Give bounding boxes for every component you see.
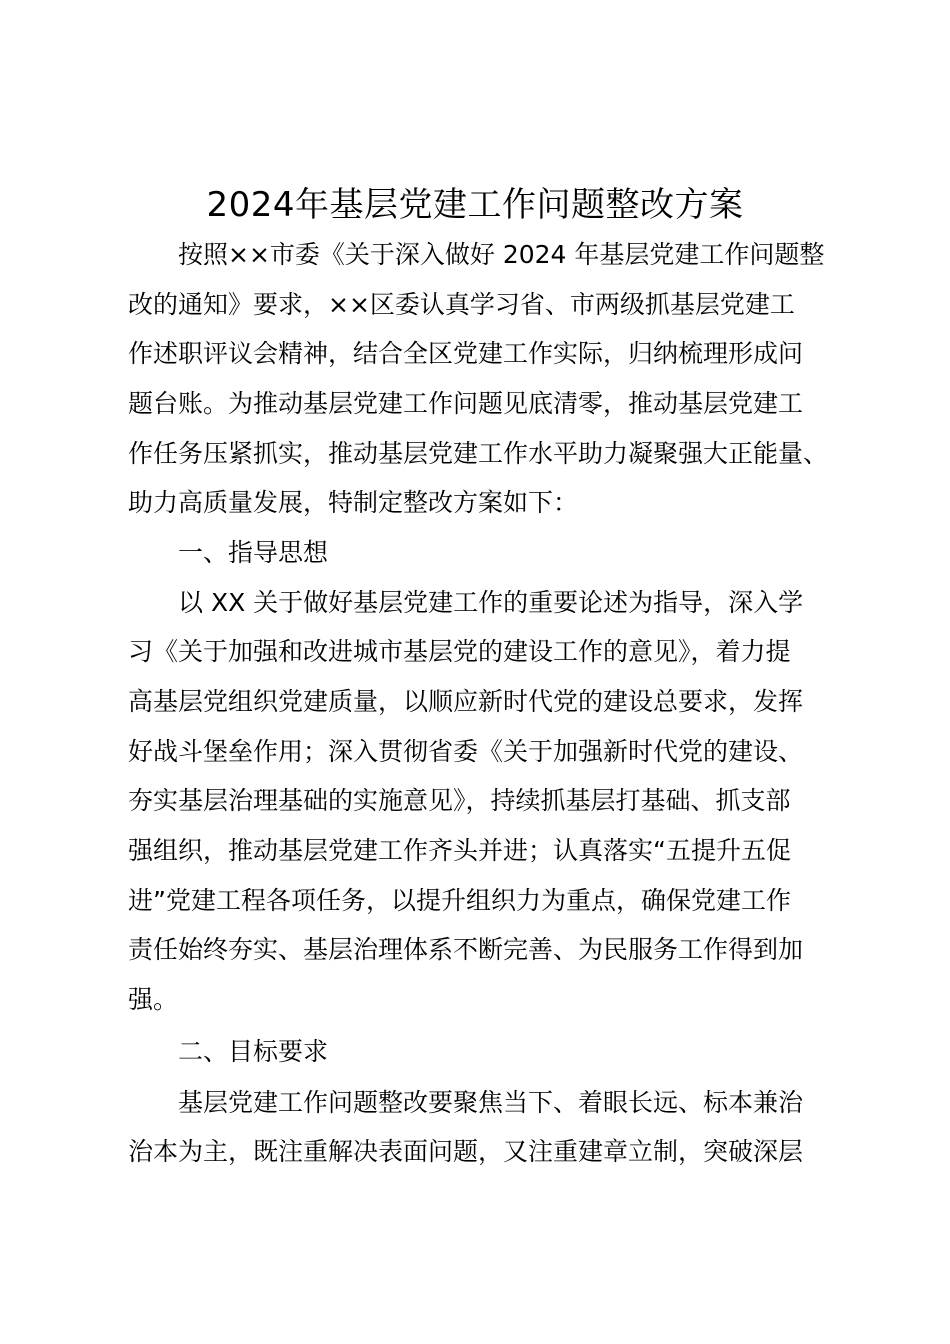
document-title: 2024年基层党建工作问题整改方案 (206, 185, 744, 225)
paragraph-line: 强组织，推动基层党建工作齐头并进；认真落实“五提升五促 (128, 836, 791, 865)
paragraph-line: 责任始终夯实、基层治理体系不断完善、为民服务工作得到加 (128, 935, 804, 964)
section-heading: 二、目标要求 (178, 1037, 329, 1066)
paragraph-line: 强。 (128, 985, 179, 1014)
section-heading: 一、指导思想 (178, 538, 329, 567)
paragraph-line: 作述职评议会精神，结合全区党建工作实际，归纳梳理形成问 (128, 339, 804, 368)
paragraph-line: 题台账。为推动基层党建工作问题见底清零，推动基层党建工 (128, 389, 804, 418)
paragraph-line: 以 XX 关于做好基层党建工作的重要论述为指导，深入学 (178, 588, 804, 617)
paragraph-line: 基层党建工作问题整改要聚焦当下、着眼长远、标本兼治 (178, 1088, 804, 1117)
paragraph-line: 按照××市委《关于深入做好 2024 年基层党建工作问题整 (178, 240, 825, 269)
paragraph-line: 治本为主，既注重解决表面问题，又注重建章立制，突破深层 (128, 1137, 804, 1166)
paragraph-line: 夯实基层治理基础的实施意见》，持续抓基层打基础、抓支部 (128, 786, 791, 815)
paragraph-line: 好战斗堡垒作用；深入贯彻省委《关于加强新时代党的建设、 (128, 737, 804, 766)
paragraph-line: 进”党建工程各项任务，以提升组织力为重点，确保党建工作 (128, 886, 791, 915)
paragraph-line: 改的通知》要求，××区委认真学习省、市两级抓基层党建工 (128, 290, 795, 319)
paragraph-line: 习《关于加强和改进城市基层党的建设工作的意见》，着力提 (128, 637, 791, 666)
paragraph-line: 助力高质量发展，特制定整改方案如下： (128, 488, 579, 517)
paragraph-line: 高基层党组织党建质量，以顺应新时代党的建设总要求，发挥 (128, 687, 804, 716)
paragraph-line: 作任务压紧抓实，推动基层党建工作水平助力凝聚强大正能量、 (128, 439, 829, 468)
